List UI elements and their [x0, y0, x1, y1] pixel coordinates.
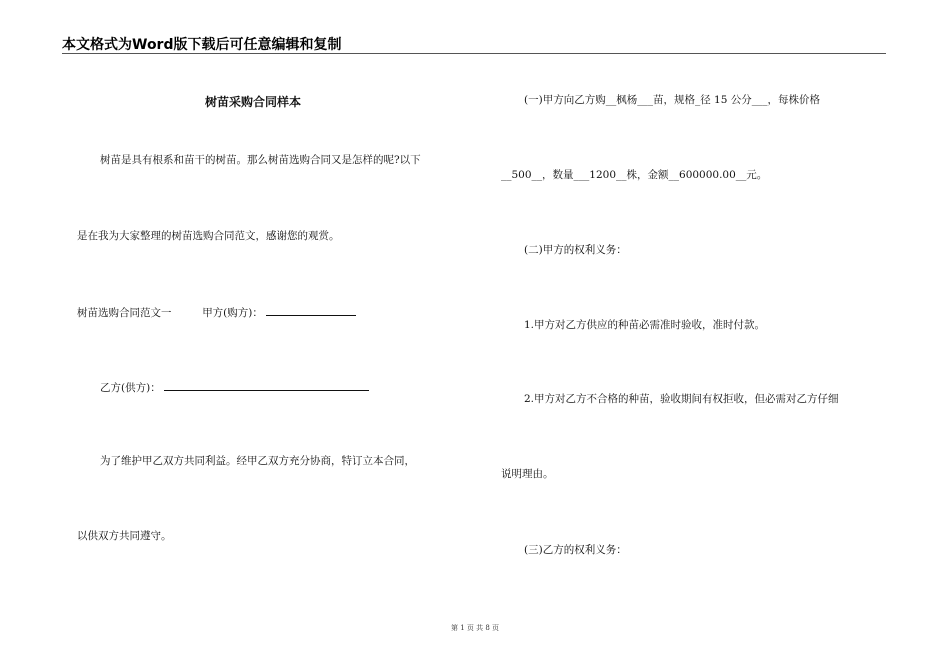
item-2-2-line-2: 说明理由。	[501, 468, 554, 480]
party-b-line	[100, 379, 369, 395]
document-title: 树苗采购合同样本	[205, 95, 302, 109]
party-a-line	[77, 304, 356, 320]
item-2-1: 1.甲方对乙方供应的种苗必需准时验收，准时付款。	[524, 319, 766, 331]
document-header: 本文格式为Word版下载后可任意编辑和复制	[62, 37, 342, 53]
section-3-heading: (三)乙方的权利义务：	[524, 544, 627, 556]
party-a-blank	[266, 304, 356, 316]
item-2-2-line-1: 2.甲方对乙方不合格的种苗，验收期间有权拒收，但必需对乙方仔细	[524, 393, 839, 405]
header-divider	[62, 53, 886, 54]
item-1-line-2: __500__，数量___1200__株，金额__600000.00__元。	[501, 169, 768, 181]
item-1-line-1: (一)甲方向乙方购__枫杨___苗，规格_径 15 公分___，每株价格	[524, 94, 820, 106]
intro-paragraph-line-1: 树苗是具有根系和苗干的树苗。那么树苗选购合同又是怎样的呢?以下	[100, 154, 421, 166]
page-number: 第 1 页 共 8 页	[450, 624, 500, 632]
party-a-label: 甲方(购方)：	[202, 307, 263, 319]
party-b-label: 乙方(供方)：	[100, 382, 161, 394]
section-2-heading: (二)甲方的权利义务：	[524, 244, 627, 256]
purpose-paragraph-line-1: 为了维护甲乙双方共同利益。经甲乙双方充分协商，特订立本合同，	[100, 455, 415, 467]
contract-sample-label: 树苗选购合同范文一	[77, 307, 172, 319]
purpose-paragraph-line-2: 以供双方共同遵守。	[77, 530, 172, 542]
party-b-blank	[164, 379, 369, 391]
intro-paragraph-line-2: 是在我为大家整理的树苗选购合同范文，感谢您的观赏。	[77, 230, 340, 242]
